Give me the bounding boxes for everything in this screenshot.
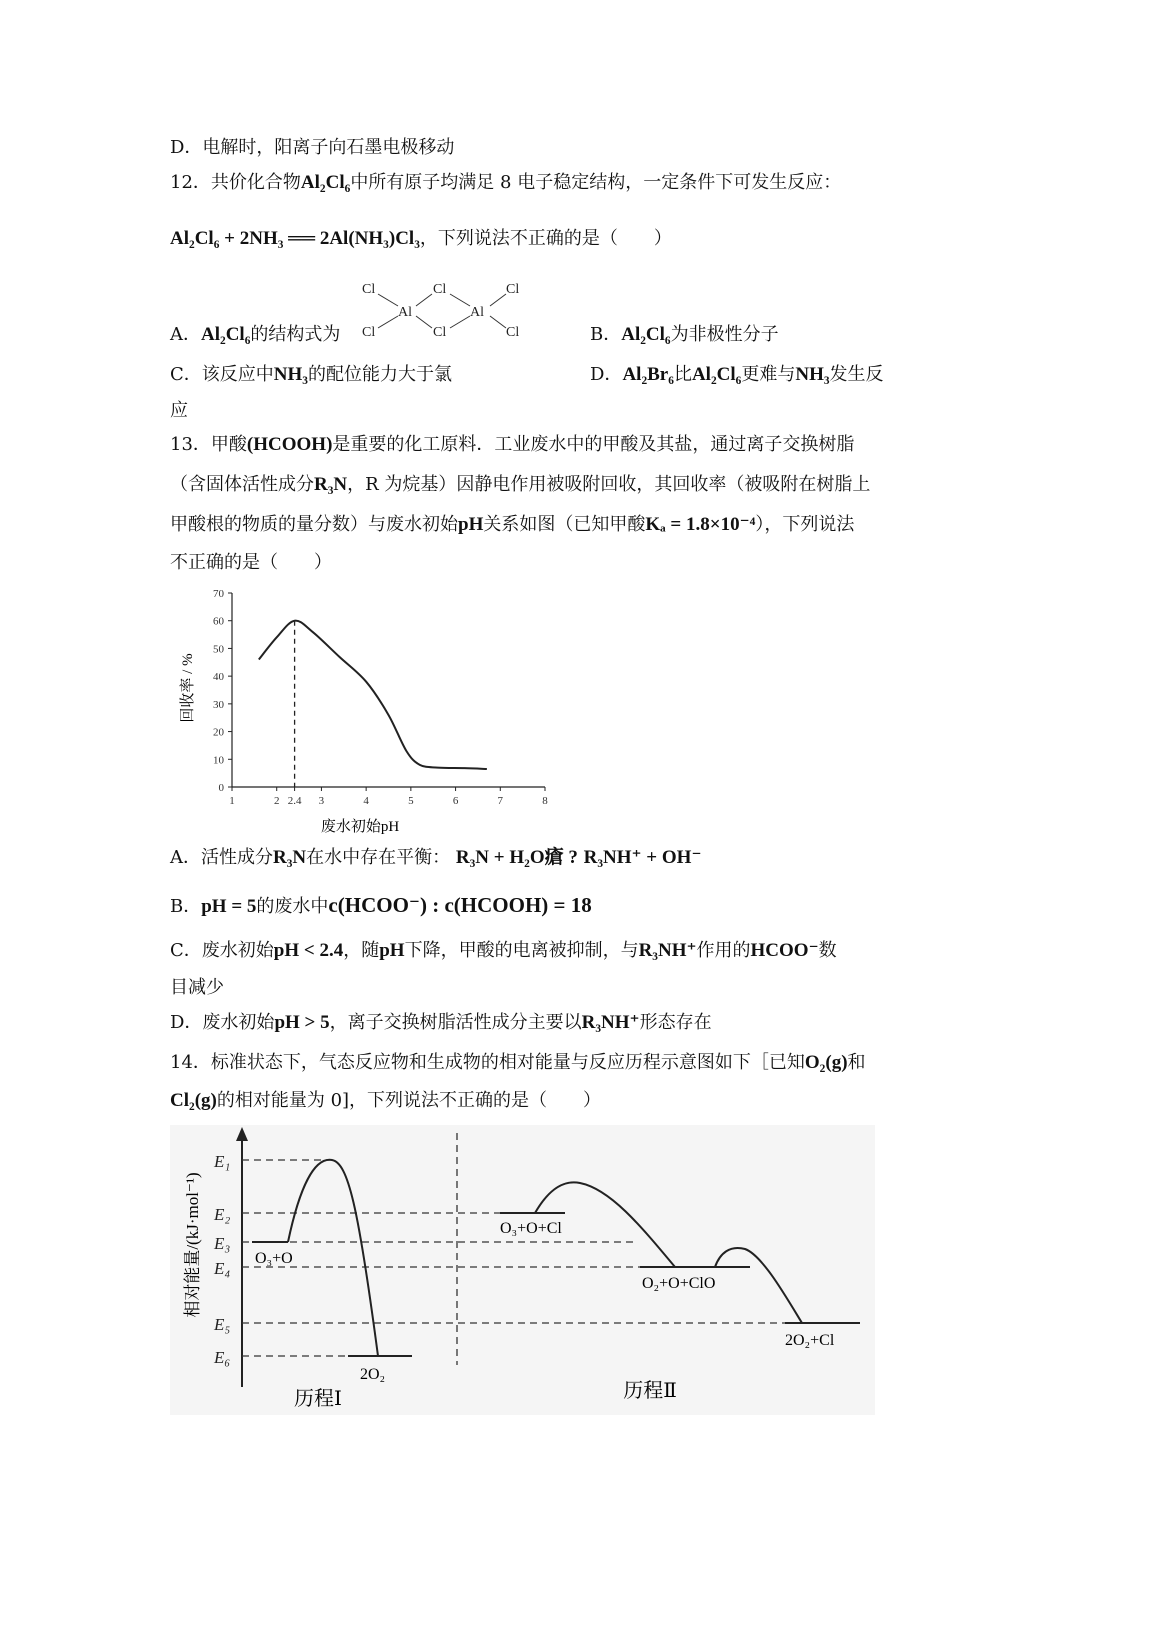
chart1-axes bbox=[232, 593, 545, 787]
q12-equation: Al₂Cl₆ + 2NH₃ ══ 2Al(NH₃)Cl₃ bbox=[170, 228, 420, 249]
q13-l3a: 甲酸根的物质的量分数）与废水初始 bbox=[170, 514, 458, 535]
q12-option-a bbox=[170, 322, 340, 348]
q13-a-eq-left: R₃N + H₂O bbox=[455, 847, 545, 868]
q12-option-b bbox=[590, 322, 779, 348]
diagram-background bbox=[170, 1125, 875, 1415]
q13-stem-line2 bbox=[170, 472, 870, 498]
species-o3-o-cl: O₃+O+Cl bbox=[500, 1220, 562, 1237]
chart1-y-tick-label: 60 bbox=[213, 615, 224, 628]
q14-stem-line2 bbox=[170, 1088, 601, 1114]
chart1-series-line bbox=[259, 621, 487, 769]
q13-b-text: 的废水中 bbox=[256, 896, 329, 917]
q12-d-text-2: 更难与 bbox=[741, 364, 796, 385]
q14-l1b: 和 bbox=[847, 1052, 866, 1073]
q12-b-formula: Al₂Cl₆ bbox=[621, 324, 671, 345]
energy-profile-diagram bbox=[170, 1125, 875, 1415]
species-2o2-cl: 2O₂+Cl bbox=[785, 1332, 835, 1349]
chart1-points bbox=[259, 621, 487, 769]
chart1-y-label: 回收率 / % bbox=[180, 653, 196, 723]
q14-o2-formula: O₂(g) bbox=[804, 1052, 848, 1073]
chart1-x-label: 废水初始pH bbox=[320, 819, 400, 835]
level-e6: E₆ bbox=[214, 1348, 231, 1367]
q13-d-text1: ，离子交换树脂活性成分主要以 bbox=[329, 1012, 582, 1033]
process-2-label: 历程Ⅱ bbox=[623, 1380, 677, 1402]
q13-l3c: ），下列说法 bbox=[755, 514, 855, 535]
q13-d-formula2: R₃NH⁺ bbox=[581, 1012, 640, 1033]
recovery-rate-chart bbox=[170, 585, 555, 835]
chart1-x-tick-label: 1 bbox=[229, 795, 235, 807]
chart1-y-tick-label: 50 bbox=[213, 643, 224, 656]
q13-c-formula3: R₃NH⁺ bbox=[638, 940, 697, 961]
q12-c-text: C．该反应中 bbox=[170, 364, 274, 385]
q13-option-b bbox=[170, 892, 592, 920]
q13-c-formula4: HCOO⁻ bbox=[750, 940, 819, 961]
q13-l2-formula: R₃N bbox=[314, 474, 348, 495]
chart1-y-tick-label: 30 bbox=[213, 698, 224, 711]
chart1-x-tick-label: 5 bbox=[408, 795, 414, 807]
level-e1: E₁ bbox=[214, 1152, 231, 1171]
q12-stem-tail: 中所有原子均满足 8 电子稳定结构，一定条件下可发生反应： bbox=[350, 172, 842, 193]
q13-option-d bbox=[170, 1010, 712, 1036]
q12-equation-line bbox=[170, 226, 672, 252]
chart1-y-tick-label: 40 bbox=[213, 671, 224, 684]
q13-a-eq-right: R₃NH⁺ + OH⁻ bbox=[583, 847, 702, 868]
chart1-x-ticks bbox=[229, 787, 548, 807]
species-2o2: 2O₂ bbox=[360, 1366, 386, 1383]
q13-c-text3: 作用的 bbox=[696, 940, 751, 961]
chart1-x-tick-label: 2.4 bbox=[287, 795, 302, 807]
al2cl6-structure bbox=[350, 276, 540, 342]
struct-atom-cl-tr: Cl bbox=[506, 282, 520, 297]
chart1-x-tick-label: 3 bbox=[318, 795, 325, 807]
q13-c-text2: 下降，甲酸的电离被抑制，与 bbox=[404, 940, 639, 961]
q11-option-d: D．电解时，阳离子向石墨电极移动 bbox=[170, 137, 455, 158]
q12-c-formula: NH₃ bbox=[273, 364, 308, 385]
q13-c-text1: ，随 bbox=[343, 940, 380, 961]
q13-d-text2: 形态存在 bbox=[639, 1012, 712, 1033]
struct-atom-cl-bl: Cl bbox=[362, 325, 376, 340]
q13-stem-line3 bbox=[170, 512, 854, 538]
q13-a-text2: 在水中存在平衡： bbox=[306, 847, 451, 868]
energy-axis-label: 相对能量/(kJ·mol⁻¹) bbox=[183, 1172, 202, 1318]
q13-l3-formula: pH bbox=[458, 514, 484, 535]
q12-d-label: D． bbox=[590, 364, 623, 385]
chart1-x-tick-label: 4 bbox=[363, 795, 369, 807]
q13-c-formula2: pH bbox=[379, 940, 405, 961]
q12-stem-tail2: ，下列说法不正确的是（ ） bbox=[419, 228, 672, 249]
q13-b-label: B． bbox=[170, 896, 202, 917]
chart1-y-tick-label: 70 bbox=[213, 588, 224, 600]
struct-atom-cl-br: Cl bbox=[506, 325, 520, 340]
chart1-x-tick-label: 6 bbox=[452, 795, 459, 807]
q12-a-text: 的结构式为 bbox=[250, 324, 341, 345]
q12-a-label: A． bbox=[170, 324, 201, 345]
q14-cl2-formula: Cl₂(g) bbox=[170, 1090, 217, 1111]
q13-l2b: ，R 为烷基）因静电作用被吸附回收，其回收率（被吸附在树脂上 bbox=[347, 474, 871, 495]
q13-ka-formula: Kₐ = 1.8×10⁻⁴ bbox=[645, 514, 756, 535]
q13-option-a bbox=[170, 845, 701, 871]
q13-l1a: 13．甲酸 bbox=[170, 434, 247, 455]
chart1-x-tick-label: 2 bbox=[273, 795, 280, 807]
chart1-x-tick-label: 8 bbox=[542, 795, 548, 807]
q13-c-text4: 数 bbox=[818, 940, 837, 961]
species-o3-o: O₃+O bbox=[255, 1250, 293, 1267]
q13-d-label: D．废水初始 bbox=[170, 1012, 275, 1033]
struct-atom-al-right: Al bbox=[470, 305, 484, 320]
level-e2: E₂ bbox=[214, 1205, 231, 1224]
q12-stem-line1 bbox=[170, 170, 841, 196]
process-1-label: 历程Ⅰ bbox=[294, 1388, 342, 1410]
q13-l2a: （含固体活性成分 bbox=[170, 474, 314, 495]
struct-atom-al-left: Al bbox=[398, 305, 412, 320]
q13-option-c-wrap: 目减少 bbox=[170, 977, 224, 998]
q12-b-text: 为非极性分子 bbox=[670, 324, 779, 345]
q13-a-formula: R₃N bbox=[273, 847, 307, 868]
q12-formula-al2cl6: Al₂Cl₆ bbox=[300, 172, 351, 193]
q13-l1-formula: (HCOOH) bbox=[246, 434, 333, 455]
q12-d-formula-2: Al₂Cl₆ bbox=[691, 364, 742, 385]
chart1-y-ticks bbox=[213, 588, 232, 794]
level-e4: E₄ bbox=[214, 1259, 231, 1278]
q13-stem-line1 bbox=[170, 432, 854, 458]
q14-l1: 14．标准状态下，气态反应物和生成物的相对能量与反应历程示意图如下［已知 bbox=[170, 1052, 805, 1073]
q14-l2a: 的相对能量为 0]，下列说法不正确的是（ ） bbox=[216, 1090, 602, 1111]
struct-atom-cl-tl: Cl bbox=[362, 282, 376, 297]
q12-d-text-1: 比 bbox=[673, 364, 692, 385]
chart1-y-tick-label: 0 bbox=[218, 782, 224, 794]
q13-c-label: C．废水初始 bbox=[170, 940, 274, 961]
q13-l3b: 关系如图（已知甲酸 bbox=[483, 514, 646, 535]
struct-atom-cl-bc: Cl bbox=[433, 325, 447, 340]
q12-c-tail: 的配位能力大于氯 bbox=[307, 364, 452, 385]
q12-b-label: B． bbox=[590, 324, 622, 345]
q13-a-text: A．活性成分 bbox=[170, 847, 273, 868]
q12-d-formula-1: Al₂Br₆ bbox=[622, 364, 674, 385]
q12-a-formula: Al₂Cl₆ bbox=[201, 324, 251, 345]
q12-option-d-wrap: 应 bbox=[170, 400, 188, 421]
level-e5: E₅ bbox=[214, 1315, 231, 1334]
q13-b-ratio: c(HCOO⁻) : c(HCOOH) = 18 bbox=[328, 893, 592, 917]
q13-a-eq-arrow: 瘡 ? bbox=[544, 847, 578, 868]
level-e3: E₃ bbox=[214, 1234, 231, 1253]
chart1-y-tick-label: 10 bbox=[213, 754, 224, 767]
q12-stem-number: 12．共价化合物 bbox=[170, 172, 301, 193]
q12-d-text-3: 发生反 bbox=[829, 364, 884, 385]
chart1-x-tick-label: 7 bbox=[497, 795, 504, 807]
q13-d-formula1: pH > 5 bbox=[274, 1012, 330, 1033]
chart1-y-tick-label: 20 bbox=[213, 726, 224, 739]
struct-atom-cl-tc: Cl bbox=[433, 282, 447, 297]
q13-b-formula: pH = 5 bbox=[201, 896, 257, 917]
species-o2-o-clo: O₂+O+ClO bbox=[642, 1275, 716, 1292]
q13-option-c bbox=[170, 938, 837, 964]
q13-stem-line4: 不正确的是（ ） bbox=[170, 552, 332, 573]
q12-option-d bbox=[590, 362, 884, 388]
q14-stem-line1 bbox=[170, 1050, 866, 1076]
q12-d-formula-3: NH₃ bbox=[795, 364, 830, 385]
q13-c-formula1: pH < 2.4 bbox=[273, 940, 344, 961]
q12-option-c bbox=[170, 362, 452, 388]
q13-l1b: 是重要的化工原料．工业废水中的甲酸及其盐，通过离子交换树脂 bbox=[332, 434, 855, 455]
